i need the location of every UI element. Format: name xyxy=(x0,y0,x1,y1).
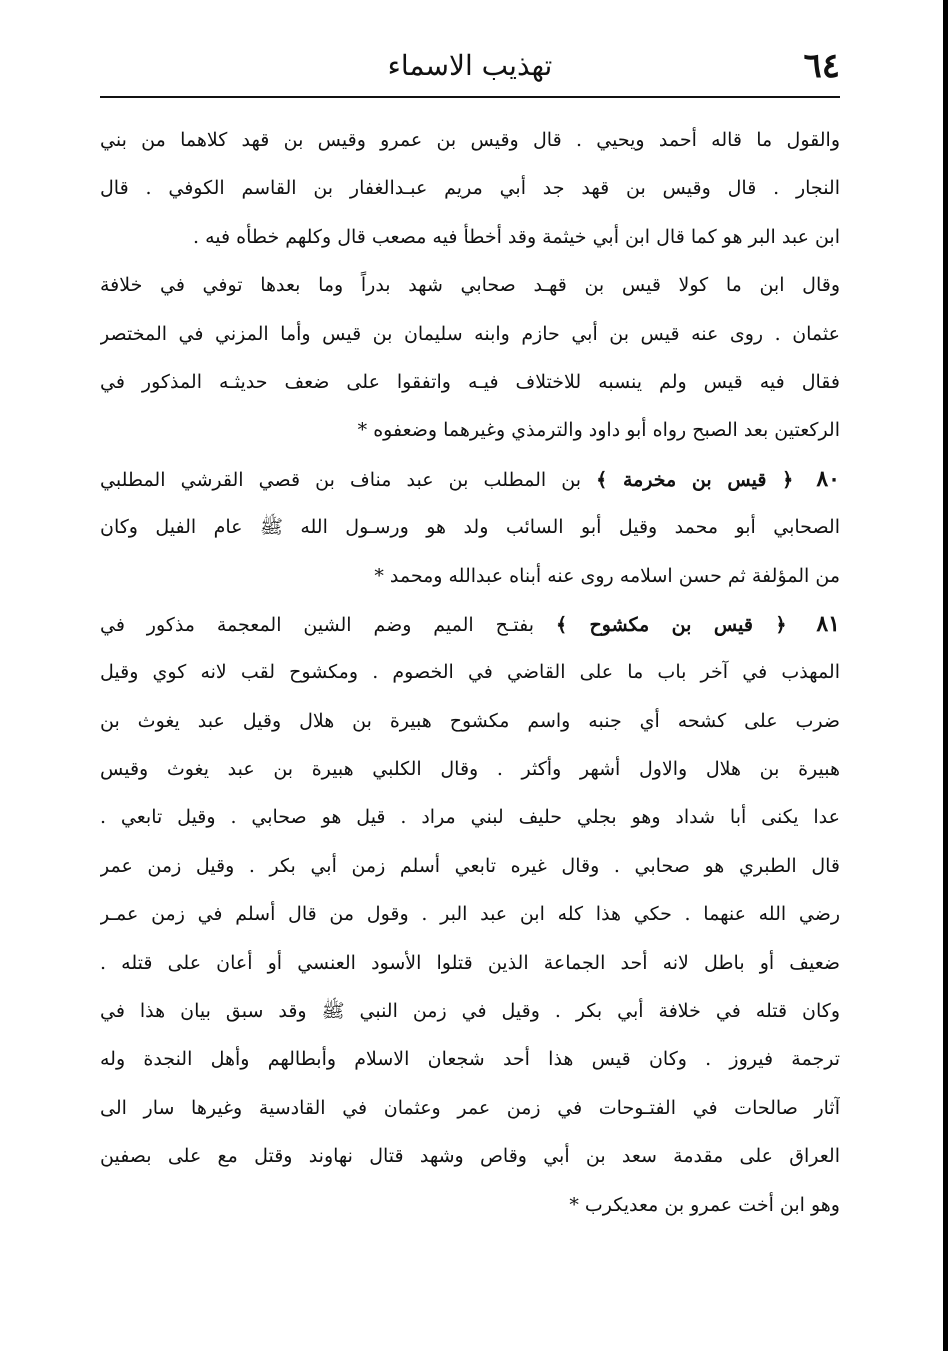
text-line xyxy=(100,890,840,938)
line-text: وقال ابن ما كولا قيس بن قهـد صحابي شهد بدراً وما بعدها توفي في خلافة xyxy=(100,274,840,297)
text-line xyxy=(100,1084,840,1132)
text-line xyxy=(100,310,840,358)
text-line xyxy=(100,213,840,261)
line-text: ضرب على كشحه أي جنبه واسم مكشوح هبيرة بن هلال وقيل عبد يغوث بن xyxy=(100,709,840,732)
line-text: الركعتين بعد الصبح رواه أبو داود والترمذي وغيرهما وضعفوه * xyxy=(357,419,840,442)
text-line xyxy=(100,697,840,745)
line-text: رضي الله عنهما . حكي هذا كله ابن عبد البر . وقول من قال أسلم في زمن عمـر xyxy=(100,903,840,926)
text-line xyxy=(100,987,840,1035)
text-line xyxy=(100,358,840,406)
text-line xyxy=(100,1181,840,1229)
line-text: فقال فيه قيس ولم ينسبه للاختلاف فيـه واتفقوا على ضعف حديثـه المذكور في xyxy=(100,370,840,393)
line-text: ترجمة فيروز . وكان قيس هذا أحد شجعان الاسلام وأبطالهم وأهل النجدة وله xyxy=(100,1048,840,1071)
text-line xyxy=(100,552,840,600)
text-line xyxy=(100,793,840,841)
line-text: من المؤلفة ثم حسن اسلامه روى عنه أبناه عبدالله ومحمد * xyxy=(374,564,840,587)
binding-edge xyxy=(943,0,948,1351)
entry-name: ﴿ قيس بن مكشوح ﴾ xyxy=(555,613,787,636)
page-number: ٦٤ xyxy=(803,46,840,86)
line-text: وكان قتله في خلافة أبي بكر . وقيل في زمن النبي ﷺ وقد سبق بيان هذا في xyxy=(100,1000,840,1023)
running-title: تهذيب الاسماء xyxy=(387,49,553,82)
line-text: بن المطلب بن عبد مناف بن قصي القرشي المطلبي xyxy=(100,468,581,491)
header-rule xyxy=(100,96,840,98)
text-line xyxy=(100,116,840,164)
line-text: ابن عبد البر هو كما قال ابن أبي خيثمة وقد أخطأ فيه مصعب قال وكلهم خطأه فيه . xyxy=(193,225,840,248)
text-line xyxy=(100,600,840,648)
text-line xyxy=(100,939,840,987)
text-line xyxy=(100,1035,840,1083)
line-text: آثار صالحات في الفتـوحات في زمن عمر وعثمان في القادسية وغيرها سار الى xyxy=(100,1096,840,1119)
page-header xyxy=(100,44,840,88)
line-text: والقول ما قاله أحمد ويحيي . قال وقيس بن عمرو وقيس بن قهد كلاهما من بني xyxy=(100,129,840,151)
text-line xyxy=(100,1132,840,1180)
line-text: عدا يكنى أبا شداد وهو بجلي حليف لبني مراد . قيل هو صحابي . وقيل تابعي . xyxy=(100,806,840,829)
text-line xyxy=(100,648,840,696)
body-text xyxy=(100,116,840,1229)
text-line xyxy=(100,406,840,454)
text-line xyxy=(100,164,840,212)
text-line xyxy=(100,455,840,503)
line-text: عثمان . روى عنه قيس بن أبي حازم وابنه سليمان بن قيس وأما المزني في المختصر xyxy=(100,322,840,345)
line-text: ضعيف أو باطل لانه أحد الجماعة الذين قتلوا الأسود العنسي أو أعان على قتله . xyxy=(100,951,840,974)
line-text: هبيرة بن هلال والاول أشهر وأكثر . وقال الكلبي هبيرة بن عبد يغوث وقيس xyxy=(100,758,840,781)
entry-number: ٨١ xyxy=(816,610,840,637)
line-text: الصحابي أبو محمد وقيل أبو السائب ولد هو ورسـول الله ﷺ عام الفيل وكان xyxy=(100,516,840,539)
text-line xyxy=(100,261,840,309)
text-line xyxy=(100,745,840,793)
entry-name: ﴿ قيس بن مخرمة ﴾ xyxy=(596,468,794,491)
line-text: بفتـح الميم وضم الشين المعجمة مذكور في xyxy=(100,613,535,636)
line-text: وهو ابن أخت عمرو بن معديكرب * xyxy=(569,1193,840,1216)
line-text: المهذب في آخر باب ما على القاضي في الخصوم . ومكشوح لقب لانه كوي وقيل xyxy=(100,661,840,684)
text-line xyxy=(100,503,840,551)
entry-number: ٨٠ xyxy=(816,465,840,492)
line-text: النجار . قال وقيس بن قهد جد أبي مريم عبـدالغفار بن القاسم الكوفي . قال xyxy=(100,177,840,200)
line-text: قال الطبري هو صحابي . وقال غيره تابعي أسلم زمن أبي بكر . وقيل زمن عمر xyxy=(100,854,840,877)
text-line xyxy=(100,842,840,890)
line-text: العراق على مقدمة سعد بن أبي وقاص وشهد قتال نهاوند وقتل مع على بصفين xyxy=(100,1145,840,1168)
